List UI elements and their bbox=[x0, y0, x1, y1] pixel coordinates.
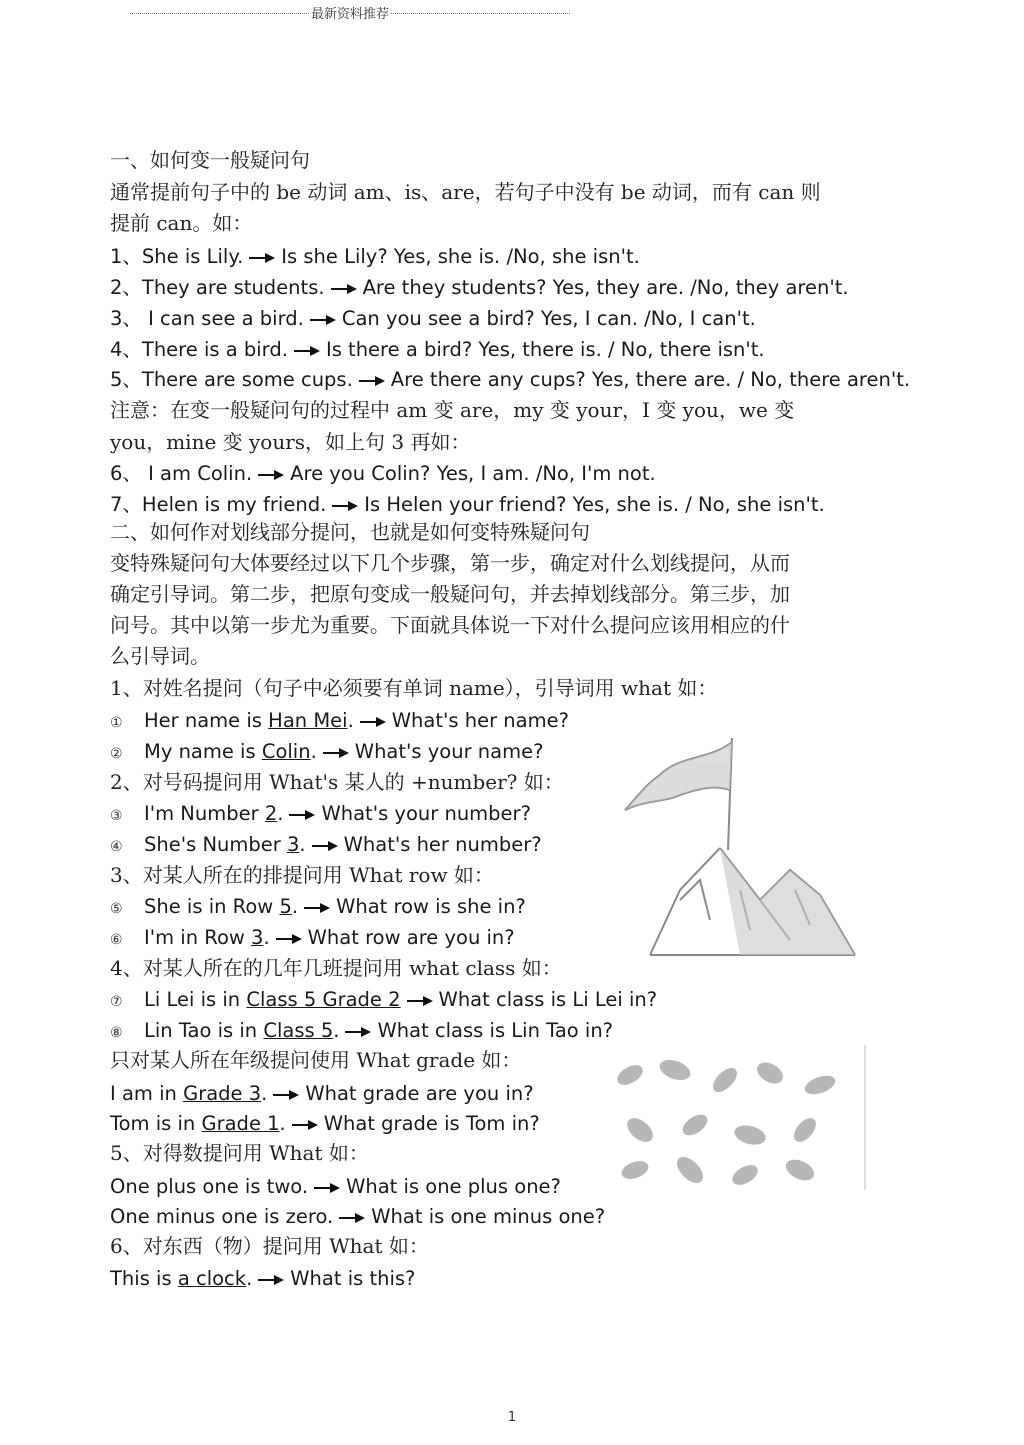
underlined-text: 2 bbox=[264, 802, 278, 825]
arrow-right-icon bbox=[339, 1201, 365, 1232]
text-segment: 问号。其中以第一步尤为重要。下面就具体说一下对什么提问应该用相应的什 bbox=[110, 613, 790, 637]
underlined-text: Han Mei bbox=[268, 709, 348, 732]
arrow-right-icon bbox=[359, 364, 385, 395]
text-segment: What grade is Tom in? bbox=[323, 1112, 540, 1135]
example-line bbox=[110, 1201, 910, 1232]
underlined-text: a clock bbox=[177, 1267, 247, 1290]
text-segment: . bbox=[277, 802, 284, 825]
arrow-right-icon bbox=[314, 1171, 340, 1202]
text-segment: 注意：在变一般疑问句的过程中 am 变 are，my 变 your，I 变 you，we 变 bbox=[110, 398, 795, 422]
text-line bbox=[110, 1231, 910, 1262]
text-segment: 1、She is Lily. bbox=[110, 245, 244, 268]
text-segment: What is one minus one? bbox=[371, 1205, 606, 1228]
text-segment: One plus one is two. bbox=[110, 1175, 309, 1198]
text-segment: What grade are you in? bbox=[305, 1082, 534, 1105]
underlined-text: 3 bbox=[251, 926, 264, 949]
arrow-right-icon bbox=[331, 272, 357, 303]
text-segment: Can you see a bird? Yes, I can. /No, I can't. bbox=[341, 307, 756, 330]
text-segment: 4、对某人所在的几年几班提问用 what class 如： bbox=[110, 956, 562, 980]
text-segment: 4、There is a bird. bbox=[110, 338, 288, 361]
underlined-text: Grade 1 bbox=[201, 1112, 280, 1135]
circled-number: ⑤ bbox=[110, 901, 123, 917]
page-number: 1 bbox=[507, 1410, 517, 1425]
text-line bbox=[110, 208, 910, 239]
example-line bbox=[110, 241, 910, 272]
arrow-right-icon bbox=[310, 303, 336, 334]
arrow-right-icon bbox=[258, 458, 284, 489]
arrow-right-icon bbox=[294, 334, 320, 365]
text-segment: 二、如何作对划线部分提问，也就是如何变特殊疑问句 bbox=[110, 520, 590, 544]
text-segment: 一、如何变一般疑问句 bbox=[110, 148, 310, 172]
underlined-text: 3 bbox=[286, 833, 300, 856]
text-segment: Is there a bird? Yes, there is. / No, there isn't. bbox=[325, 338, 765, 361]
underlined-text: Grade 3 bbox=[183, 1082, 262, 1105]
text-segment: Lin Tao is in bbox=[144, 1019, 264, 1042]
text-segment: I'm in Row bbox=[144, 926, 252, 949]
text-segment: Are you Colin? Yes, I am. /No, I'm not. bbox=[290, 462, 656, 485]
circled-number: ⑧ bbox=[110, 1025, 123, 1041]
text-line bbox=[110, 548, 910, 579]
text-segment: 变特殊疑问句大体要经过以下几个步骤，第一步，确定对什么划线提问，从而 bbox=[110, 551, 790, 575]
arrow-right-icon bbox=[323, 736, 349, 767]
example-line bbox=[110, 364, 910, 395]
text-segment: 6、对东西（物）提问用 What 如： bbox=[110, 1234, 429, 1258]
circled-number: ① bbox=[110, 715, 123, 731]
underlined-text: 5 bbox=[279, 895, 292, 918]
text-segment: 5、There are some cups. bbox=[110, 368, 353, 391]
text-segment: . bbox=[310, 740, 317, 763]
text-segment: What class is Li Lei in? bbox=[438, 988, 658, 1011]
text-segment: What's your name? bbox=[354, 740, 544, 763]
text-line bbox=[110, 673, 910, 704]
text-segment: 3、对某人所在的排提问用 What row 如： bbox=[110, 863, 494, 887]
text-line bbox=[110, 579, 910, 610]
arrow-right-icon bbox=[276, 922, 302, 953]
text-segment: What is this? bbox=[290, 1267, 416, 1290]
text-segment: She's Number bbox=[144, 833, 287, 856]
text-segment: . bbox=[333, 1019, 340, 1042]
text-segment: Li Lei is in bbox=[144, 988, 247, 1011]
underlined-text: Class 5 bbox=[263, 1019, 334, 1042]
arrow-right-icon bbox=[289, 798, 315, 829]
text-line bbox=[110, 517, 910, 548]
text-segment: Are they students? Yes, they are. /No, they aren't. bbox=[362, 276, 849, 299]
text-segment: 6、 I am Colin. bbox=[110, 462, 253, 485]
text-segment: Are there any cups? Yes, there are. / No, there aren't. bbox=[390, 368, 911, 391]
text-segment: . bbox=[263, 926, 270, 949]
text-segment: What's your number? bbox=[321, 802, 531, 825]
example-line bbox=[110, 272, 910, 303]
text-line bbox=[110, 641, 910, 672]
text-segment: What's her name? bbox=[391, 709, 569, 732]
arrow-right-icon bbox=[360, 705, 386, 736]
text-segment: What class is Lin Tao in? bbox=[377, 1019, 614, 1042]
text-segment: 7、Helen is my friend. bbox=[110, 493, 327, 516]
example-line bbox=[110, 1263, 910, 1294]
text-line bbox=[110, 610, 910, 641]
text-segment: 通常提前句子中的 be 动词 am、is、are，若句子中没有 be 动词，而有 can 则 bbox=[110, 180, 821, 204]
leaves-illustration bbox=[600, 1045, 870, 1190]
arrow-right-icon bbox=[345, 1015, 371, 1046]
text-segment: 1、对姓名提问（句子中必须要有单词 name），引导词用 what 如： bbox=[110, 676, 718, 700]
text-segment: 么引导词。 bbox=[110, 644, 210, 668]
text-segment: What is one plus one? bbox=[346, 1175, 561, 1198]
text-segment: . bbox=[261, 1082, 268, 1105]
example-line bbox=[110, 458, 910, 489]
text-segment: . bbox=[347, 709, 354, 732]
text-segment: 2、对号码提问用 What's 某人的 +number? 如： bbox=[110, 770, 564, 794]
circled-number: ② bbox=[110, 746, 123, 762]
text-segment: 3、 I can see a bird. bbox=[110, 307, 304, 330]
example-line bbox=[110, 984, 910, 1015]
text-line bbox=[110, 145, 910, 176]
text-segment: 只对某人所在年级提问使用 What grade 如： bbox=[110, 1048, 522, 1072]
arrow-right-icon bbox=[407, 984, 433, 1015]
text-segment: 提前 can。如： bbox=[110, 211, 253, 235]
example-line bbox=[110, 1015, 910, 1046]
text-segment: . bbox=[246, 1267, 253, 1290]
text-line bbox=[110, 177, 910, 208]
underlined-text: Class 5 Grade 2 bbox=[246, 988, 401, 1011]
text-segment: Is she Lily? Yes, she is. /No, she isn't. bbox=[281, 245, 640, 268]
circled-number: ③ bbox=[110, 808, 123, 824]
text-segment: What row is she in? bbox=[336, 895, 526, 918]
text-segment: I'm Number bbox=[144, 802, 265, 825]
text-segment: . bbox=[279, 1112, 286, 1135]
circled-number: ⑦ bbox=[110, 994, 123, 1010]
header-title: 最新资料推荐 bbox=[311, 6, 390, 22]
mountain-flag-illustration bbox=[620, 730, 860, 960]
text-segment: 2、They are students. bbox=[110, 276, 325, 299]
text-line bbox=[110, 395, 910, 426]
text-segment: I am in bbox=[110, 1082, 184, 1105]
arrow-right-icon bbox=[249, 241, 275, 272]
text-segment: you，mine 变 yours，如上句 3 再如： bbox=[110, 430, 471, 454]
text-segment: 确定引导词。第二步，把原句变成一般疑问句，并去掉划线部分。第三步，加 bbox=[110, 582, 790, 606]
circled-number: ⑥ bbox=[110, 932, 123, 948]
example-line bbox=[110, 303, 910, 334]
text-segment: This is bbox=[110, 1267, 178, 1290]
arrow-right-icon bbox=[292, 1108, 318, 1139]
text-segment: . bbox=[299, 833, 306, 856]
text-segment: Her name is bbox=[144, 709, 269, 732]
example-line bbox=[110, 334, 910, 365]
text-segment: Tom is in bbox=[110, 1112, 202, 1135]
circled-number: ④ bbox=[110, 839, 123, 855]
arrow-right-icon bbox=[273, 1078, 299, 1109]
arrow-right-icon bbox=[332, 489, 358, 520]
text-segment: One minus one is zero. bbox=[110, 1205, 334, 1228]
arrow-right-icon bbox=[312, 829, 338, 860]
text-segment: What row are you in? bbox=[307, 926, 515, 949]
text-segment: . bbox=[291, 895, 299, 918]
text-segment: She is in Row bbox=[144, 895, 280, 918]
arrow-right-icon bbox=[258, 1263, 284, 1294]
underlined-text: Colin bbox=[261, 740, 311, 763]
example-line bbox=[110, 489, 910, 520]
text-segment: My name is bbox=[144, 740, 262, 763]
arrow-right-icon bbox=[304, 891, 330, 922]
text-line bbox=[110, 427, 910, 458]
text-segment: Is Helen your friend? Yes, she is. / No, she isn't. bbox=[364, 493, 825, 516]
text-segment: What's her number? bbox=[343, 833, 542, 856]
text-segment: 5、对得数提问用 What 如： bbox=[110, 1141, 369, 1165]
